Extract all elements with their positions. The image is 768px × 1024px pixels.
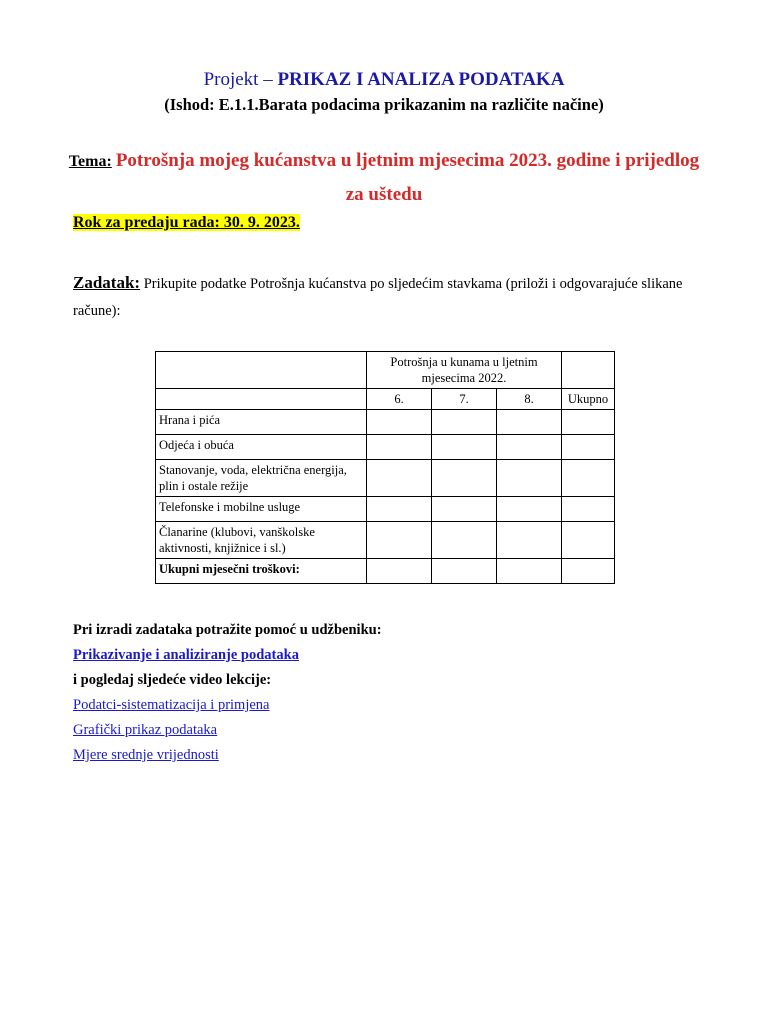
table-cell[interactable] [432,559,497,584]
task-block [73,269,693,325]
table-cell[interactable] [367,435,432,460]
title-prefix: Projekt – [203,69,278,90]
title-main: PRIKAZ I ANALIZA PODATAKA [277,69,565,90]
table-cell[interactable] [497,435,562,460]
table-cell[interactable] [367,460,432,497]
table-cell[interactable] [367,410,432,435]
row-label: Odjeća i obuća [156,435,367,460]
expenses-table [155,351,615,584]
table-row [156,435,615,460]
table-group-header: Potrošnja u kunama u ljetnim mjesecima 2022. [367,352,562,389]
table-cell[interactable] [432,410,497,435]
column-header: Ukupno [562,389,615,410]
column-header: 7. [432,389,497,410]
row-label: Stanovanje, voda, električna energija, plin i ostale režije [156,460,367,497]
row-label: Članarine (klubovi, vanškolske aktivnosti, knjižnice i sl.) [156,522,367,559]
table-cell[interactable] [562,497,615,522]
table-cell[interactable] [562,460,615,497]
table-row [156,410,615,435]
table-total-row [156,559,615,584]
table-cell[interactable] [562,410,615,435]
table-cell[interactable] [497,497,562,522]
help-section [73,618,382,768]
row-label: Telefonske i mobilne usluge [156,497,367,522]
table-cell[interactable] [432,435,497,460]
page-title [0,68,768,92]
deadline-text: Rok za predaju rada: 30. 9. 2023. [73,214,300,231]
textbook-link[interactable]: Prikazivanje i analiziranje podataka [73,647,299,663]
video-link-graficki-prikaz[interactable]: Grafički prikaz podataka [73,722,218,738]
column-header: 8. [497,389,562,410]
table-cell[interactable] [562,559,615,584]
help-intro: Pri izradi zadataka potražite pomoć u udžbeniku: [73,622,382,638]
row-label-total: Ukupni mjesečni troškovi: [156,559,367,584]
topic-label: Tema: [68,153,112,170]
task-text: Prikupite podatke Potrošnja kućanstva po sljedećim stavkama (priloži i odgovarajuće slikane račune): [73,276,683,319]
table-cell[interactable] [367,559,432,584]
column-header: 6. [367,389,432,410]
topic-block [60,144,708,212]
table-cell[interactable] [432,460,497,497]
table-cell [156,389,367,410]
table-row [156,497,615,522]
table-header-row [156,352,615,389]
table-cell[interactable] [497,522,562,559]
table-corner-cell [156,352,367,389]
table-cell[interactable] [367,497,432,522]
task-label: Zadatak: [73,273,141,292]
table-cell[interactable] [432,522,497,559]
table-cell[interactable] [497,460,562,497]
video-link-sistematizacija[interactable]: Podatci-sistematizacija i primjena [73,697,270,713]
table-cell[interactable] [562,522,615,559]
table-cell[interactable] [432,497,497,522]
table-row [156,460,615,497]
topic-text: Potrošnja mojeg kućanstva u ljetnim mjesecima 2023. godine i prijedlog za uštedu [115,150,700,205]
outcome-subtitle: (Ishod: E.1.1.Barata podacima prikazanim na različite načine) [164,95,604,114]
deadline [73,212,300,234]
table-cell[interactable] [497,559,562,584]
table-cell[interactable] [367,522,432,559]
table-corner-cell [562,352,615,389]
row-label: Hrana i pića [156,410,367,435]
video-intro: i pogledaj sljedeće video lekcije: [73,672,272,688]
table-cell[interactable] [497,410,562,435]
table-cell[interactable] [562,435,615,460]
video-link-srednje-vrijednosti[interactable]: Mjere srednje vrijednosti [73,747,219,763]
table-row [156,522,615,559]
table-column-row [156,389,615,410]
